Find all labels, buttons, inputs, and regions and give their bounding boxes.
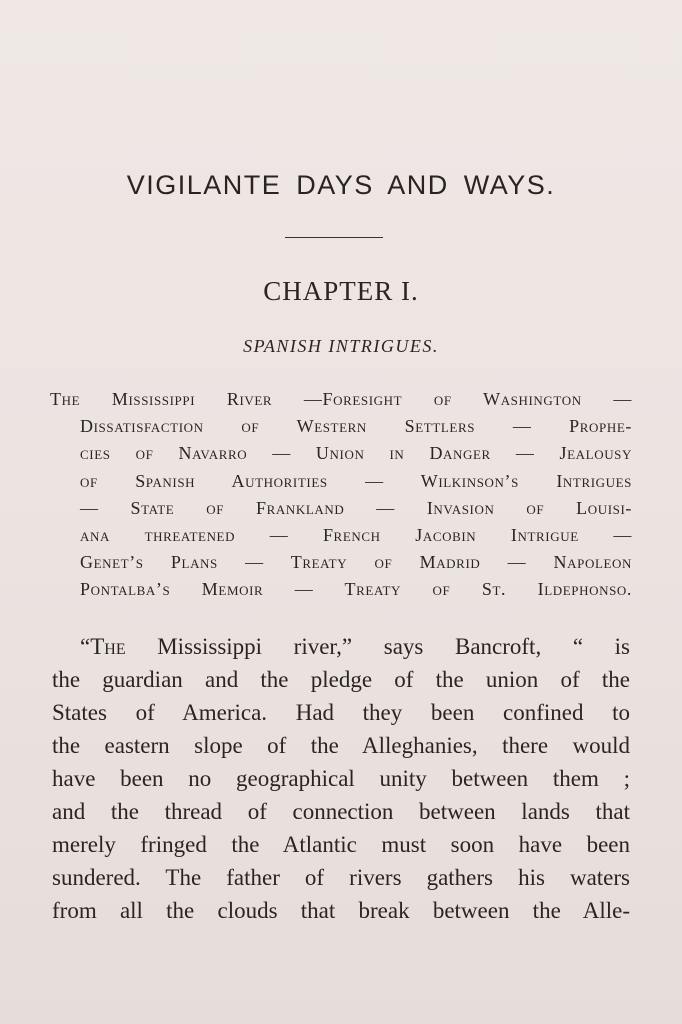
book-title: VIGILANTE DAYS AND WAYS.: [126, 170, 556, 200]
body-line: the eastern slope of the Alleghanies, there would: [52, 733, 630, 758]
body-line: the guardian and the pledge of the union of the: [52, 667, 630, 692]
synopsis-line: of Spanish Authorities — Wilkinson’s Intrigues: [80, 470, 632, 491]
synopsis-line: cies of Navarro — Union in Danger — Jealousy: [80, 443, 632, 464]
body-line-first: [52, 630, 630, 663]
synopsis-line: Genet’s Plans — Treaty of Madrid — Napoleon: [80, 552, 632, 573]
body-line: have been no geographical unity between them ;: [52, 766, 630, 791]
synopsis-line: Pontalba’s Memoir — Treaty of St. Ildephonso.: [80, 579, 632, 600]
synopsis-line: ana threatened — French Jacobin Intrigue —: [80, 524, 632, 545]
body-line: from all the clouds that break between the Alle-: [52, 898, 630, 923]
body-paragraph: [52, 630, 630, 927]
synopsis-line: Dissatisfaction of Western Settlers — Prophe-: [80, 416, 632, 437]
chapter-subtitle: SPANISH INTRIGUES.: [243, 336, 439, 356]
synopsis-line: The Mississippi River —Foresight of Washington —: [50, 389, 632, 409]
chapter-synopsis: [50, 386, 632, 604]
first-line-text: Mississippi river,” says Bancroft, “ is: [125, 634, 630, 659]
body-line: States of America. Had they been confined to: [52, 700, 630, 725]
body-line: merely fringed the Atlantic must soon have been: [52, 832, 630, 857]
synopsis-line: — State of Frankland — Invasion of Louisi-: [80, 497, 632, 518]
body-line: and the thread of connection between lands that: [52, 799, 630, 824]
chapter-heading: CHAPTER I.: [263, 276, 419, 306]
first-word: The: [90, 634, 126, 659]
opening-quote: “: [80, 634, 91, 659]
body-line: sundered. The father of rivers gathers his waters: [52, 865, 630, 890]
title-divider: [285, 237, 383, 238]
